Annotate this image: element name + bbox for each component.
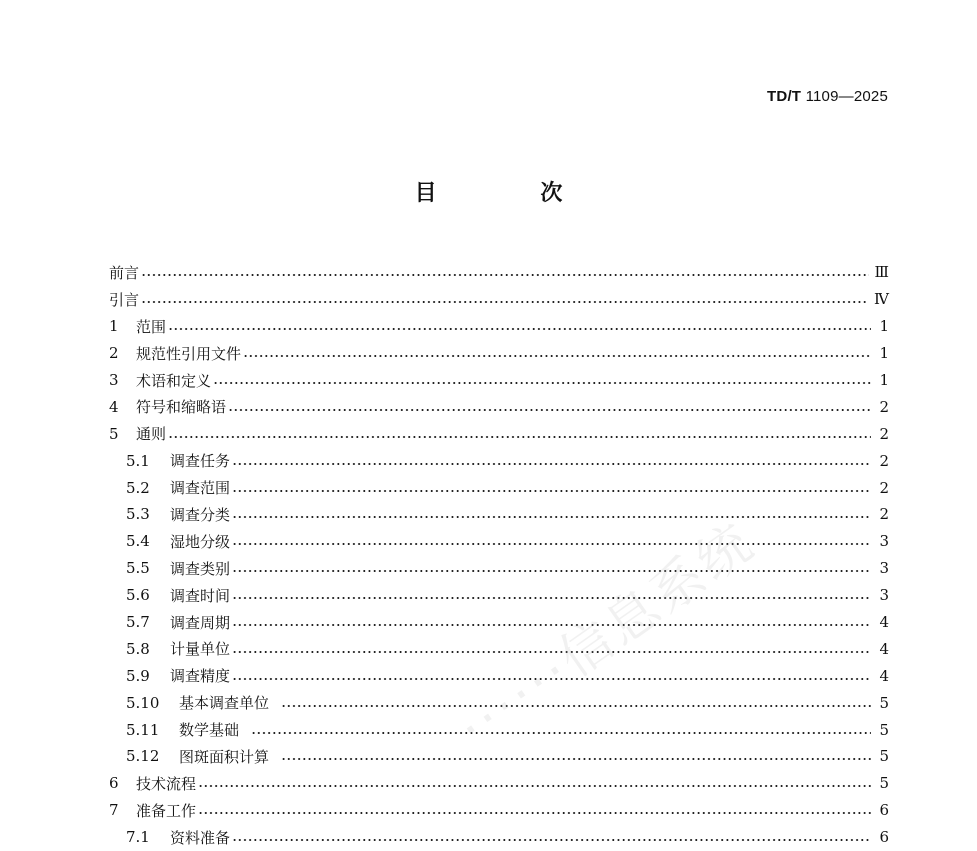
toc-entry-number: 5.3 — [126, 505, 150, 524]
toc-entry[interactable] — [109, 367, 889, 394]
toc-entry-page: 5 — [879, 774, 889, 793]
toc-entry-page: 6 — [879, 828, 889, 847]
standard-number: 1109—2025 — [805, 88, 888, 105]
toc-entry-page: 4 — [879, 613, 889, 632]
toc-entry-label: 调查周期 — [170, 613, 231, 632]
toc-entry-label: 调查精度 — [170, 667, 231, 686]
toc-entry[interactable] — [109, 743, 889, 770]
toc-entry-number: 5.11 — [126, 720, 160, 739]
toc-entry-number: 5.10 — [126, 693, 160, 712]
toc-leader-dots — [198, 812, 871, 814]
toc-entry-label: 引言 — [109, 290, 140, 309]
toc-entry-number: 5.4 — [126, 532, 150, 551]
standard-prefix: TD/T — [767, 88, 802, 105]
toc-entry[interactable] — [109, 770, 889, 797]
toc-entry-label: 调查范围 — [170, 479, 231, 498]
toc-entry-number: 1 — [109, 317, 119, 336]
toc-entry[interactable] — [109, 609, 889, 636]
toc-leader-dots — [251, 732, 871, 734]
toc-entry[interactable] — [109, 313, 889, 340]
toc-leader-dots — [141, 274, 869, 276]
toc-entry[interactable] — [109, 662, 889, 689]
toc-entry-label: 调查任务 — [170, 452, 231, 471]
page-title: 目 次 — [414, 181, 611, 206]
toc-entry-number: 4 — [109, 397, 119, 416]
toc-entry-number: 7 — [109, 801, 119, 820]
toc-entry[interactable] — [109, 716, 889, 743]
toc-entry-label: 准备工作 — [136, 801, 197, 820]
toc-entry[interactable] — [109, 528, 889, 555]
toc-entry[interactable] — [109, 501, 889, 528]
toc-entry-page: 6 — [879, 801, 889, 820]
toc-leader-dots — [141, 301, 868, 303]
toc-leader-dots — [232, 463, 871, 465]
table-of-contents — [109, 259, 889, 851]
toc-entry-page: 1 — [879, 344, 889, 363]
toc-entry[interactable] — [109, 824, 889, 851]
toc-entry-number: 5.9 — [126, 666, 150, 685]
toc-entry-page: 2 — [879, 451, 889, 470]
toc-leader-dots — [281, 705, 871, 707]
toc-leader-dots — [213, 382, 871, 384]
toc-entry[interactable] — [109, 420, 889, 447]
toc-entry-page: 2 — [879, 478, 889, 497]
toc-entry-label: 符号和缩略语 — [136, 398, 227, 417]
toc-entry[interactable] — [109, 286, 889, 313]
toc-entry-page: 5 — [879, 720, 889, 739]
toc-entry-page: 3 — [879, 559, 889, 578]
toc-entry-number: 5.7 — [126, 613, 150, 632]
toc-entry-page: 4 — [879, 666, 889, 685]
toc-entry-label: 通则 — [136, 425, 167, 444]
toc-entry-number: 5.6 — [126, 586, 150, 605]
toc-entry-label: 基本调查单位 — [179, 694, 270, 713]
toc-leader-dots — [168, 328, 871, 330]
toc-leader-dots — [232, 516, 871, 518]
toc-entry-page: Ⅳ — [874, 290, 889, 309]
toc-entry-page: 1 — [879, 317, 889, 336]
toc-entry-page: 2 — [879, 505, 889, 524]
toc-entry-label: 计量单位 — [170, 640, 231, 659]
toc-leader-dots — [232, 678, 871, 680]
toc-entry-page: Ⅲ — [874, 263, 889, 282]
toc-leader-dots — [232, 651, 871, 653]
toc-entry[interactable] — [109, 259, 889, 286]
standard-code — [767, 88, 888, 105]
toc-entry-page: 1 — [879, 371, 889, 389]
toc-entry-label: 调查时间 — [170, 586, 231, 605]
toc-leader-dots — [228, 409, 871, 411]
toc-leader-dots — [281, 758, 871, 760]
toc-entry-page: 2 — [879, 397, 889, 416]
toc-entry-label: 图斑面积计算 — [179, 747, 270, 766]
toc-entry-number: 5.5 — [126, 559, 150, 578]
toc-entry-label: 调查类别 — [170, 559, 231, 578]
toc-entry-label: 调查分类 — [170, 505, 231, 524]
toc-leader-dots — [232, 597, 871, 599]
toc-entry-number: 6 — [109, 774, 119, 793]
toc-entry[interactable] — [109, 797, 889, 824]
toc-entry[interactable] — [109, 689, 889, 716]
toc-entry-page: 3 — [879, 532, 889, 551]
toc-entry-label: 湿地分级 — [170, 532, 231, 551]
watermark: ······信息系统 — [447, 511, 767, 760]
toc-entry-page: 5 — [879, 747, 889, 766]
toc-entry-number: 5.8 — [126, 639, 150, 658]
toc-leader-dots — [243, 355, 871, 357]
toc-entry-number: 7.1 — [126, 828, 150, 847]
toc-entry-number: 2 — [109, 344, 119, 363]
toc-entry-label: 前言 — [109, 263, 140, 282]
toc-entry-number: 5.1 — [126, 451, 150, 470]
toc-entry-number: 5 — [109, 424, 119, 443]
toc-entry-label: 范围 — [136, 317, 167, 336]
toc-entry-number: 5.2 — [126, 478, 150, 497]
toc-entry-label: 规范性引用文件 — [136, 344, 242, 363]
toc-leader-dots — [168, 436, 871, 438]
toc-entry-page: 3 — [879, 586, 889, 605]
toc-entry-label: 数学基础 — [179, 721, 240, 740]
toc-entry[interactable] — [109, 555, 889, 582]
toc-entry-label: 资料准备 — [170, 828, 231, 847]
toc-entry-number: 3 — [109, 371, 119, 389]
toc-leader-dots — [198, 785, 871, 787]
toc-entry-page: 4 — [879, 639, 889, 658]
toc-entry[interactable] — [109, 582, 889, 609]
toc-entry-page: 2 — [879, 424, 889, 443]
toc-entry-label: 术语和定义 — [136, 371, 212, 390]
toc-leader-dots — [232, 624, 871, 626]
toc-leader-dots — [232, 490, 871, 492]
toc-entry[interactable] — [109, 447, 889, 474]
toc-leader-dots — [232, 570, 871, 572]
toc-entry-page: 5 — [879, 693, 889, 712]
toc-entry-label: 技术流程 — [136, 774, 197, 793]
toc-entry[interactable] — [109, 474, 889, 501]
toc-leader-dots — [232, 543, 871, 545]
toc-entry-number: 5.12 — [126, 747, 160, 766]
toc-entry[interactable] — [109, 340, 889, 367]
toc-leader-dots — [232, 839, 871, 841]
toc-entry[interactable] — [109, 635, 889, 662]
toc-entry[interactable] — [109, 393, 889, 420]
